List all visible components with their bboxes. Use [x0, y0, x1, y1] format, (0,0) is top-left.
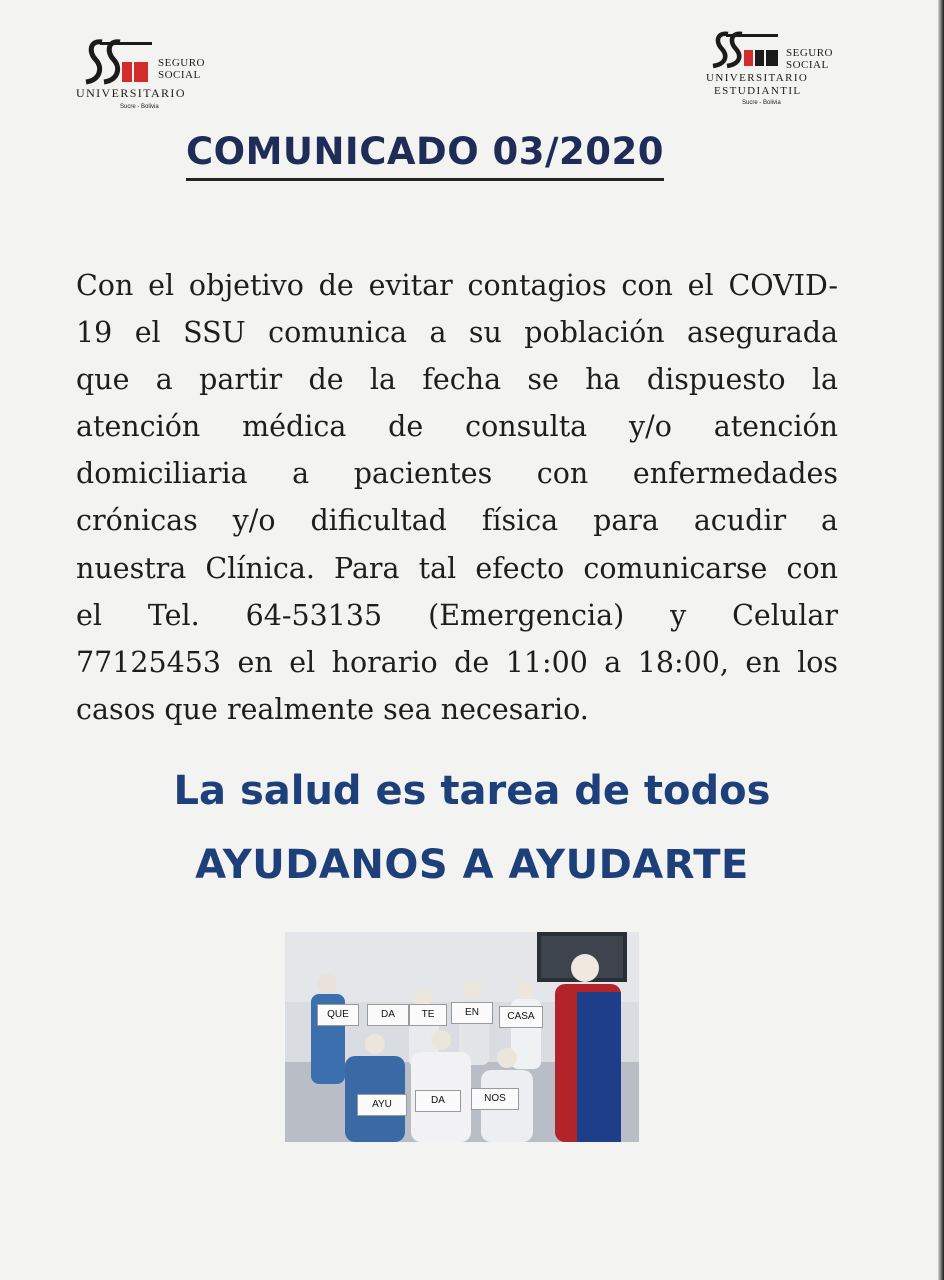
- logo-left-line1: SEGURO: [158, 57, 206, 69]
- paragraph-line: domiciliaria a pacientes con enfermedades: [76, 457, 838, 491]
- notice-paragraph: [76, 262, 838, 733]
- ssu-logo: [76, 38, 226, 118]
- sign-card: DA: [415, 1090, 461, 1112]
- logo-right-line1: SEGURO: [786, 47, 834, 59]
- logo-left-line4: Sucre - Bolivia: [120, 104, 159, 110]
- logo-right-line3: UNIVERSITARIO: [706, 72, 809, 84]
- ssue-logo-icon: [704, 30, 784, 72]
- logo-right-line2: SOCIAL: [786, 59, 829, 71]
- paragraph-line: crónicas y/o dificultad física para acudir a: [76, 504, 838, 538]
- sign-card: TE: [409, 1004, 447, 1026]
- slogan-line-1: La salud es tarea de todos: [173, 768, 771, 814]
- paragraph-line: atención médica de consulta y/o atención: [76, 410, 838, 444]
- logo-left-line3: UNIVERSITARIO: [76, 86, 186, 100]
- paragraph-line: nuestra Clínica. Para tal efecto comunicarse con: [76, 551, 838, 585]
- logo-left-line2: SOCIAL: [158, 69, 201, 81]
- paragraph-line: 19 el SSU comunica a su población asegurada: [76, 316, 838, 350]
- sign-card: DA: [367, 1004, 409, 1026]
- paragraph-line: 77125453 en el horario de 11:00 a 18:00, en los: [76, 645, 838, 679]
- sign-card: AYU: [357, 1094, 407, 1116]
- sign-card: CASA: [499, 1006, 543, 1028]
- page-edge-shadow: [938, 0, 944, 1280]
- paragraph-line: casos que realmente sea necesario.: [76, 692, 589, 726]
- staff-photo: [285, 932, 639, 1142]
- logo-right-line4: ESTUDIANTIL: [714, 85, 802, 97]
- sign-card: QUE: [317, 1004, 359, 1026]
- paragraph-line: el Tel. 64-53135 (Emergencia) y Celular: [76, 598, 838, 632]
- sign-card: EN: [451, 1002, 493, 1024]
- page-title: COMUNICADO 03/2020: [186, 126, 664, 181]
- ssue-logo: [704, 30, 836, 110]
- slogan-line-2: AYUDANOS A AYUDARTE: [195, 842, 749, 888]
- logo-right-line5: Sucre - Bolivia: [742, 100, 781, 106]
- paragraph-line: Con el objetivo de evitar contagios con el COVID-: [76, 269, 838, 302]
- staff-photo-illustration: [285, 932, 639, 1142]
- ssu-logo-icon: [76, 38, 156, 88]
- paragraph-line: que a partir de la fecha se ha dispuesto la: [76, 363, 838, 397]
- sign-card: NOS: [471, 1088, 519, 1110]
